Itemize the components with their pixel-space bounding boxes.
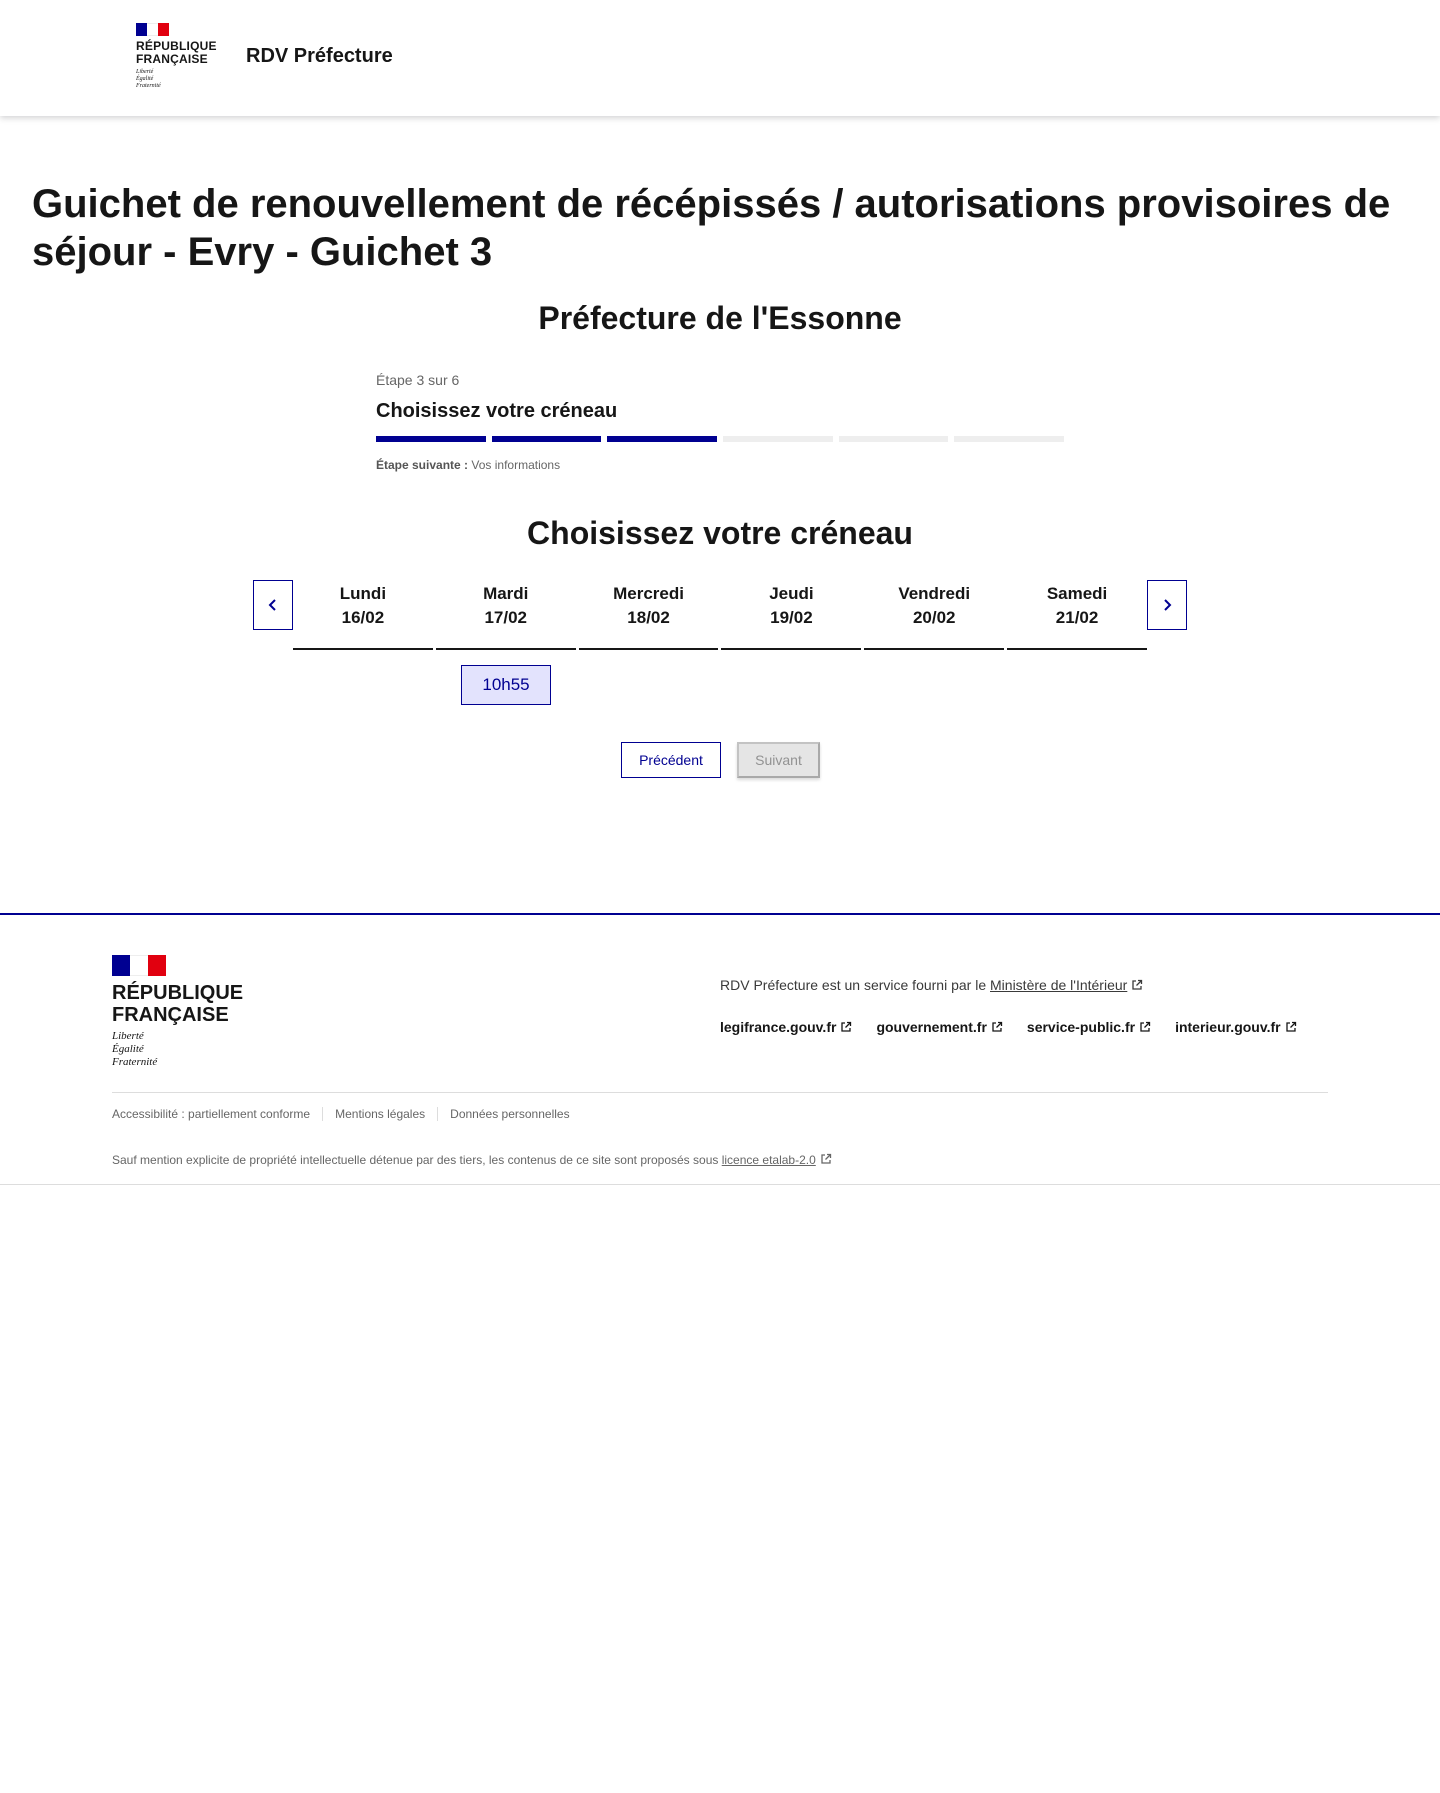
external-link-icon	[1285, 1021, 1297, 1033]
days-row	[293, 580, 1147, 650]
footer-bottom-link[interactable]: Accessibilité : partiellement conforme	[112, 1107, 311, 1121]
step-next-value: Vos informations	[471, 458, 561, 472]
footer-logo-text	[112, 982, 243, 1026]
footer-motto-line-1: Liberté	[112, 1030, 144, 1042]
footer-description	[720, 977, 1143, 993]
logo-text	[136, 40, 217, 66]
slot-section-title: Choisissez votre créneau	[527, 515, 913, 551]
external-link-icon	[1139, 1021, 1151, 1033]
step-segment	[723, 436, 833, 442]
footer-description-text: RDV Préfecture est un service fourni par le	[720, 977, 987, 993]
day-column	[436, 580, 576, 650]
step-segment	[607, 436, 717, 442]
day-name: Jeudi	[769, 584, 814, 603]
day-column	[293, 580, 433, 650]
motto-line-2: Égalité	[136, 76, 154, 82]
republique-francaise-logo[interactable]	[136, 23, 217, 90]
day-column	[579, 580, 719, 650]
chevron-left-icon	[266, 598, 280, 612]
footer-external-link[interactable]	[720, 1019, 852, 1035]
footer-motto-line-2: Égalité	[112, 1043, 144, 1055]
site-header	[0, 0, 1440, 116]
step-segment	[954, 436, 1064, 442]
day-name: Samedi	[1046, 584, 1108, 603]
chevron-right-icon	[1160, 598, 1174, 612]
footer-bottom-link[interactable]: Mentions légales	[322, 1107, 437, 1121]
previous-step-button[interactable]: Précédent	[621, 742, 721, 778]
day-date: 17/02	[484, 608, 528, 627]
service-title[interactable]: RDV Préfecture	[246, 45, 393, 67]
step-segment	[492, 436, 602, 442]
footer-link-label: gouvernement.fr	[876, 1019, 987, 1035]
step-progress-bar	[376, 436, 1064, 442]
prefecture-title: Préfecture de l'Essonne	[538, 300, 902, 336]
footer-link-label: legifrance.gouv.fr	[720, 1019, 837, 1035]
day-name: Lundi	[339, 584, 387, 603]
footer-logo-line-1: RÉPUBLIQUE	[112, 982, 244, 1004]
footer-link-label: interieur.gouv.fr	[1175, 1019, 1281, 1035]
footer-external-link[interactable]	[876, 1019, 1002, 1035]
previous-days-button[interactable]	[253, 580, 293, 630]
french-flag-icon	[112, 955, 243, 976]
footer-bottom-links	[112, 1107, 582, 1121]
license-link[interactable]	[722, 1153, 832, 1167]
day-date: 20/02	[912, 608, 956, 627]
step-next-label: Étape suivante :	[376, 458, 469, 472]
motto-line-1: Liberté	[136, 69, 154, 75]
external-link-icon	[820, 1153, 832, 1165]
license-text	[112, 1153, 832, 1167]
site-footer	[0, 913, 1440, 1185]
stepper	[376, 372, 1064, 472]
day-date: 16/02	[341, 608, 385, 627]
footer-external-link[interactable]	[1175, 1019, 1297, 1035]
motto	[136, 69, 217, 90]
logo-line-2: FRANÇAISE	[136, 52, 208, 66]
day-name: Mardi	[483, 584, 529, 603]
footer-links	[720, 1019, 1297, 1035]
external-link-icon	[991, 1021, 1003, 1033]
step-segment	[376, 436, 486, 442]
step-segment	[839, 436, 949, 442]
footer-republique-francaise-logo[interactable]	[112, 955, 243, 1069]
time-slot-button[interactable]: 10h55	[461, 665, 551, 705]
license-link-label: licence etalab-2.0	[721, 1153, 816, 1167]
day-date: 18/02	[627, 608, 670, 627]
day-column	[864, 580, 1004, 650]
step-title: Choisissez votre créneau	[376, 400, 618, 422]
next-step-button[interactable]: Suivant	[737, 742, 820, 778]
ministere-link[interactable]	[990, 977, 1143, 993]
footer-link-label: service-public.fr	[1026, 1019, 1136, 1035]
day-name: Mercredi	[613, 584, 684, 603]
day-column	[721, 580, 861, 650]
footer-external-link[interactable]	[1027, 1019, 1151, 1035]
license-prefix: Sauf mention explicite de propriété intellectuelle détenue par des tiers, les contenus de ce site sont proposés sous	[112, 1153, 719, 1167]
day-name: Vendredi	[898, 584, 971, 603]
external-link-icon	[1131, 979, 1143, 991]
day-column	[1007, 580, 1147, 650]
motto-line-3: Fraternité	[136, 83, 161, 89]
french-flag-icon	[136, 23, 217, 36]
ministere-link-label: Ministère de l'Intérieur	[990, 977, 1128, 993]
logo-line-1: RÉPUBLIQUE	[136, 39, 217, 53]
footer-motto	[112, 1030, 243, 1069]
footer-divider	[112, 1092, 1328, 1093]
page-title: Guichet de renouvellement de récépissés / autorisations provisoires de séjour - Evry - Guichet 3	[32, 182, 1391, 274]
day-date: 21/02	[1055, 608, 1099, 627]
step-count: Étape 3 sur 6	[376, 372, 460, 388]
external-link-icon	[840, 1021, 852, 1033]
next-days-button[interactable]	[1147, 580, 1187, 630]
footer-bottom-link[interactable]: Données personnelles	[437, 1107, 581, 1121]
day-date: 19/02	[770, 608, 813, 627]
footer-motto-line-3: Fraternité	[112, 1056, 158, 1068]
step-next	[376, 458, 1064, 472]
footer-logo-line-2: FRANÇAISE	[112, 1004, 229, 1026]
